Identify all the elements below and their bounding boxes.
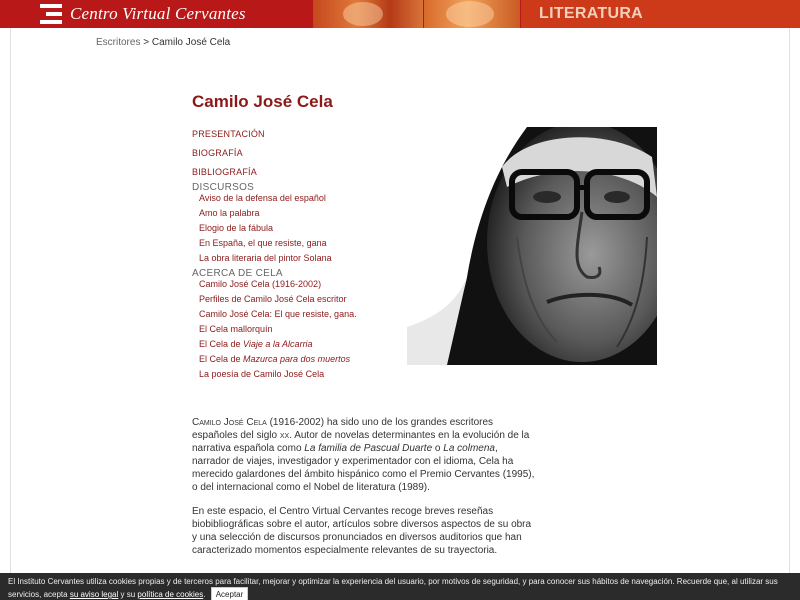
author-nav <box>192 129 402 379</box>
accept-cookies-button[interactable]: Aceptar <box>211 587 249 600</box>
nav-link-presentacion[interactable]: PRESENTACIÓN <box>192 129 265 139</box>
section-label: LITERATURA <box>539 5 644 22</box>
breadcrumb-separator: > <box>143 37 150 48</box>
nav-sub-link-prefix: El Cela de <box>199 354 244 364</box>
site-header <box>0 0 800 28</box>
intro-text: . Autor de novelas determinantes en la evolución de la narrativa española como <box>192 430 530 454</box>
author-portrait <box>407 127 657 365</box>
nav-link-biografia[interactable]: BIOGRAFÍA <box>192 148 243 158</box>
book-title: La familia de Pascual Duarte <box>304 443 433 454</box>
nav-link-bibliografia[interactable]: BIBLIOGRAFÍA <box>192 167 257 177</box>
legal-notice-link[interactable]: su aviso legal <box>69 590 119 599</box>
nav-sub-link-viaje[interactable] <box>192 339 402 349</box>
page-border-right <box>789 28 790 600</box>
intro-text: (1916-2002) ha sido uno de los grandes escritores españoles del siglo <box>192 417 494 441</box>
breadcrumb-current: Camilo José Cela <box>151 37 231 48</box>
nav-sub-link[interactable]: En España, el que resiste, gana <box>199 238 327 248</box>
intro-paragraph <box>192 416 537 494</box>
nav-sub-link[interactable]: La poesía de Camilo José Cela <box>199 369 325 379</box>
nav-section-acerca: ACERCA DE CELA <box>192 268 283 279</box>
intro-text: o <box>432 443 444 454</box>
header-image-left <box>313 0 423 28</box>
cookie-banner <box>0 573 800 600</box>
nav-sub-link[interactable]: Amo la palabra <box>199 208 260 218</box>
nav-section-discursos: DISCURSOS <box>192 182 255 193</box>
breadcrumb <box>96 37 230 48</box>
nav-sub-link[interactable]: El Cela mallorquín <box>199 324 273 334</box>
cervantes-logo-icon <box>40 4 62 24</box>
book-title: Mazurca para dos muertos <box>243 354 351 364</box>
nav-sub-link-prefix: El Cela de <box>199 339 244 349</box>
book-title: La colmena <box>443 443 495 454</box>
nav-sub-link[interactable]: Camilo José Cela (1916-2002) <box>199 279 322 289</box>
book-title: Viaje a la Alcarria <box>243 339 313 349</box>
nav-sub-link[interactable]: Perfiles de Camilo José Cela escritor <box>199 294 347 304</box>
nav-sub-link-mazurca[interactable] <box>192 354 402 364</box>
page-title: Camilo José Cela <box>192 92 333 111</box>
author-name: Camilo José Cela <box>192 417 267 428</box>
nav-sub-link[interactable]: Elogio de la fábula <box>199 223 274 233</box>
description-paragraph: En este espacio, el Centro Virtual Cervantes recoge breves reseñas biobibliográficas sobre el autor, artículos sobre diversos aspectos de su obra y una selección de discursos pronunciados en diversos auditorios que han caracterizado momentos especialmente relevantes de su trayectoria. <box>192 506 532 556</box>
nav-sub-link[interactable]: Aviso de la defensa del español <box>199 193 326 203</box>
cookie-text: y su <box>118 590 138 599</box>
cookie-policy-link[interactable]: política de cookies <box>137 590 204 599</box>
nav-sub-link[interactable]: La obra literaria del pintor Solana <box>199 253 332 263</box>
cookie-text: El Instituto Cervantes utiliza cookies propias y de terceros para facilitar, mejorar y optimizar la experiencia del usuario, por motivos de seguridad, y para conocer sus hábitos de navegación. Recuerde que, al utilizar sus servicios, acepta <box>8 577 778 599</box>
site-logo[interactable] <box>0 0 313 28</box>
breadcrumb-link-escritores[interactable]: Escritores <box>96 37 141 48</box>
header-image-right <box>424 0 520 28</box>
cookie-text: . <box>203 590 206 599</box>
site-name: Centro Virtual Cervantes <box>70 4 246 23</box>
century: xx <box>279 430 290 441</box>
section-banner[interactable] <box>521 0 800 28</box>
page-border-left <box>10 28 11 600</box>
portrait-image <box>407 127 657 365</box>
intro-text: , narrador de viajes, investigador y experimentador con el idioma, Cela ha merecido galardones del ámbito hispánico como el Premio Cervantes (1995), o del internacional como el Nobel de literatura (1989). <box>192 443 535 493</box>
nav-sub-link[interactable]: Camilo José Cela: El que resiste, gana. <box>199 309 357 319</box>
